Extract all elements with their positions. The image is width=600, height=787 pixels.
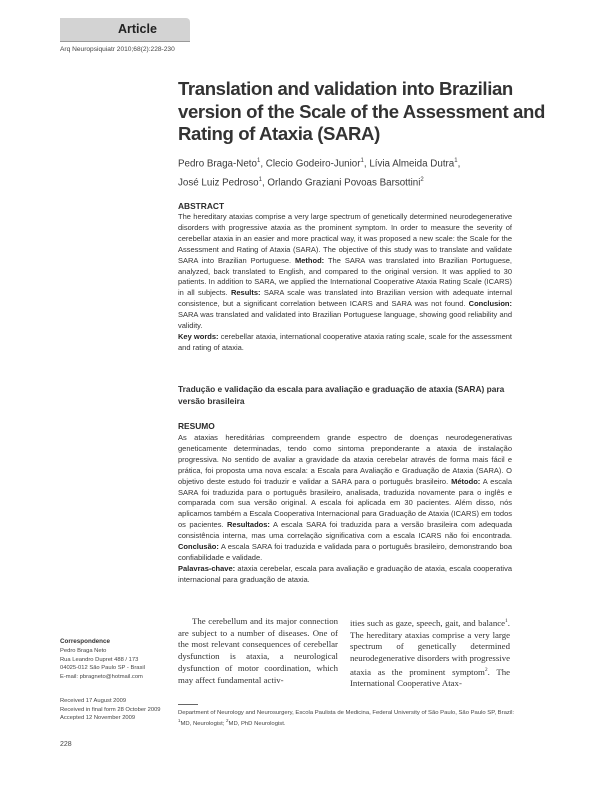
portuguese-title: Tradução e validação da escala para avaliação e graduação de ataxia (SARA) para versão brasileira — [178, 384, 505, 406]
reference-mark: 1 — [505, 618, 508, 624]
author-name: Clecio Godeiro-Junior — [265, 158, 361, 170]
affiliation-role: MD, Neurologist; — [180, 721, 227, 728]
resumo-body — [178, 433, 512, 586]
section-tab-rule — [60, 41, 190, 42]
resumo-conclusion: A escala SARA foi traduzida e validada para o português brasileiro, demonstrando boa confiabilidade e validade. — [178, 542, 512, 562]
author-name: Lívia Almeida Dutra — [369, 158, 455, 170]
article-title: Translation and validation into Brazilian version of the Scale of the Assessment and Rating of Ataxia (SARA) — [178, 78, 545, 144]
footnote-rule — [178, 704, 198, 705]
resumo-conclusion-label: Conclusão: — [178, 542, 219, 552]
author-name: José Luiz Pedroso — [178, 177, 259, 189]
affiliation-footnote — [178, 709, 518, 728]
author-affiliation-mark: 2 — [420, 177, 424, 184]
affiliation-mark: 1 — [178, 718, 181, 724]
body-text: ities such as gaze, speech, gait, and balance — [350, 617, 506, 628]
resumo-method: A escala SARA foi traduzida para o português brasileiro, analisada, traduzida novamente para o inglês e comparada com sua versão original. A escala foi aplicada em 30 pacientes. Além disso, nós aplicamos também a Escala Cooperativa Internacional para Graduação de Ataxia (ICARS) em todos os pacientes. — [178, 476, 512, 530]
section-label: Article — [118, 22, 157, 36]
correspondence-address-2: 04025-012 São Paulo SP - Brasil — [60, 665, 145, 672]
abstract-keywords: cerebellar ataxia, international cooperative ataxia rating scale, scale for the assessment and rating of ataxia. — [178, 331, 513, 352]
section-tab — [60, 18, 190, 41]
body-text: . The International Cooperative Atax- — [350, 666, 511, 689]
correspondence-block — [60, 647, 170, 681]
page-number: 228 — [60, 741, 72, 748]
author-name: Pedro Braga-Neto — [178, 158, 257, 170]
body-column-1: The cerebellum and its major connection are subject to a number of diseases. One of the most relevant consequences of cerebellar dysfunction is ataxia, a neurological dysfunction of motor coordination, which may affect fundamental activ- — [178, 616, 338, 685]
correspondence-email: E-mail: pbragneto@hotmail.com — [60, 673, 143, 680]
correspondence-name: Pedro Braga Neto — [60, 648, 107, 654]
author-line-1: Pedro Braga-Neto$^1$, Clecio Godeiro-Junior$^1$, Lívia Almeida Dutra$^1$, — [178, 158, 461, 170]
correspondence-address-1: Rua Leandro Dupret 488 / 173 — [60, 656, 139, 663]
abstract-heading: ABSTRACT — [178, 201, 225, 211]
abstract-keywords-label: Key words: — [178, 331, 219, 341]
abstract-method-label: Method: — [295, 255, 325, 265]
affiliation-role: MD, PhD Neurologist. — [228, 721, 286, 728]
correspondence-heading: Correspondence — [60, 638, 111, 645]
resumo-method-label: Método: — [451, 476, 481, 486]
body-column-2 — [350, 616, 510, 690]
abstract-conclusion-label: Conclusion: — [468, 299, 512, 309]
resumo-keywords-label: Palavras-chave: — [178, 563, 236, 573]
resumo-results-label: Resultados: — [226, 520, 270, 530]
date-received: Received 17 August 2009 — [60, 698, 127, 704]
affiliation-mark: 2 — [226, 718, 229, 724]
resumo-keywords: ataxia cerebelar, escala para avaliação e graduação de ataxia, escala cooperativa internacional para graduação de ataxia. — [178, 563, 512, 584]
abstract-results: SARA scale was translated into Brazilian version with adequate internal consistence, but a significant correlation between ICARS and SARA was not found. — [178, 288, 512, 309]
date-final: Received in final form 28 October 2009 — [60, 706, 161, 713]
resumo-heading: RESUMO — [178, 421, 215, 431]
author-affiliation-mark: 1 — [256, 158, 261, 164]
abstract-conclusion: SARA was translated and validated into Brazilian Portuguese language, showing good reliability and validity. — [178, 310, 512, 331]
journal-citation: Arq Neuropsiquiatr 2010;68(2):228-230 — [60, 46, 175, 53]
abstract-body — [178, 212, 512, 354]
author-affiliation-mark: 1 — [454, 158, 458, 164]
resumo-results: A escala SARA foi traduzida para a versão brasileira com adequada consistência interna, mas uma correlação significativa com a escala ICARS não foi encontrada. — [178, 520, 512, 541]
abstract-intro: The hereditary ataxias comprise a very large spectrum of genetically determined neurodegenerative disorders with progressive ataxia as the prominent symptom. In order to measure the severity of cerebellar ataxia in an easier and more practical way, it was proposed a new scale: the Scale for the Assessment and Rating of Ataxia (SARA). The objective of this study was to translate and validate SARA into Brazilian Portuguese. — [178, 212, 512, 265]
reference-mark: 2 — [484, 666, 488, 673]
abstract-method: The SARA was translated into Brazilian Portuguese, analyzed, back translated to English, and compared to the original version. It was applied to 30 patients. In addition to SARA, we applied the International Cooperative Ataxia Rating Scale (ICARS) in all subjects. — [178, 255, 512, 298]
author-affiliation-mark: 1 — [360, 158, 364, 164]
author-list — [178, 153, 578, 192]
author-name: Orlando Graziani Povoas Barsottini — [267, 177, 421, 189]
abstract-results-label: Results: — [230, 288, 261, 298]
submission-dates — [60, 697, 170, 723]
affiliation-dept: Department of Neurology and Neurosurgery, Escola Paulista de Medicina, Federal University of São Paulo, São Paulo SP, Brazil: — [178, 710, 515, 716]
body-text: . The hereditary ataxias comprise a very large spectrum of genetically determined neurodegenerative disorders with progressive ataxia as the prominent symptom — [350, 617, 511, 677]
author-line-2: José Luiz Pedroso$^1$, Orlando Graziani Povoas Barsottini$^2$ — [178, 177, 424, 189]
resumo-intro: As ataxias hereditárias compreendem grande espectro de doenças neurodegenerativas geneticamente determinadas, tendo como sintoma preponderante a ataxia de instalação progressiva. No sentido de avaliar a gravidade da ataxia cerebelar através de forma mais fácil e prática, foi proposta uma nova escala: a Escala para Avaliação e Graduação de Ataxia (SARA). O objetivo deste estudo foi traduzir e validar a SARA para o português brasileiro. — [178, 433, 512, 486]
author-affiliation-mark: 1 — [258, 177, 262, 184]
date-accepted: Accepted 12 November 2009 — [60, 715, 136, 722]
